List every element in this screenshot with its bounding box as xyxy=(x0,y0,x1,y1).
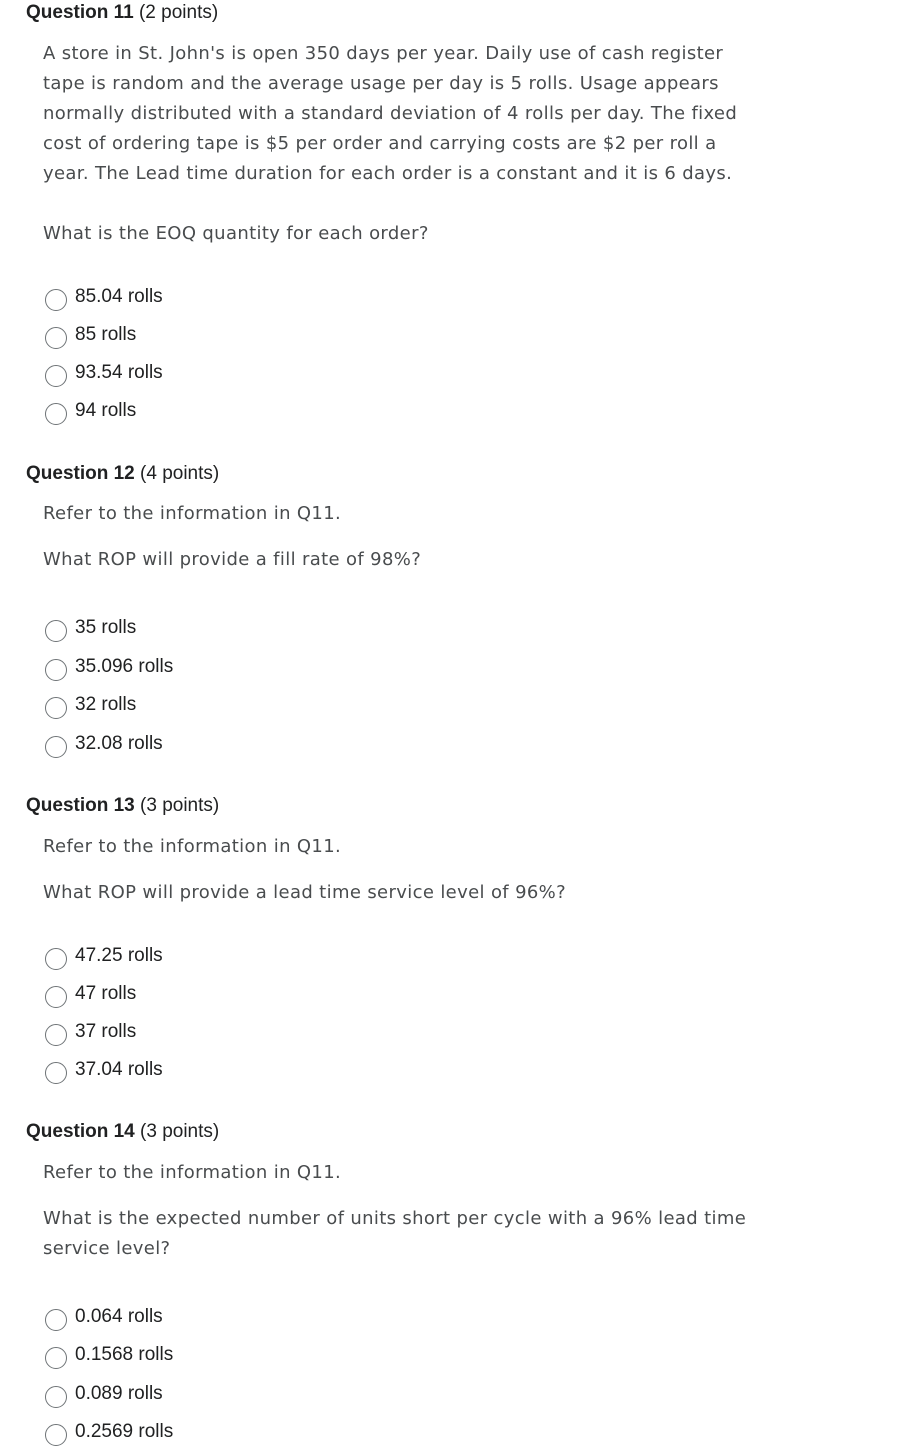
option-label[interactable]: 35.096 rolls xyxy=(75,656,174,677)
stem-line: year. The Lead time duration for each order is a constant and it is 6 days. xyxy=(43,163,733,184)
answer-option[interactable] xyxy=(45,942,163,970)
option-label[interactable]: 0.2569 rolls xyxy=(75,1421,174,1442)
answer-option[interactable] xyxy=(45,980,136,1008)
answer-option[interactable] xyxy=(45,397,136,425)
radio-button[interactable] xyxy=(45,1386,67,1408)
radio-button[interactable] xyxy=(45,620,67,642)
radio-button[interactable] xyxy=(45,1424,67,1446)
radio-button[interactable] xyxy=(45,365,67,387)
radio-button[interactable] xyxy=(45,289,67,311)
option-label[interactable]: 0.1568 rolls xyxy=(75,1344,174,1365)
question-title: Question 13 xyxy=(26,795,135,816)
answer-option[interactable] xyxy=(45,614,136,642)
question-13-header xyxy=(26,795,219,817)
option-label[interactable]: 37.04 rolls xyxy=(75,1059,163,1080)
answer-option[interactable] xyxy=(45,321,136,349)
question-title: Question 12 xyxy=(26,463,135,484)
question-11-prompt xyxy=(43,219,783,249)
stem-line: A store in St. John's is open 350 days per year. Daily use of cash register xyxy=(43,43,724,64)
prompt-line: What is the EOQ quantity for each order? xyxy=(43,223,429,244)
question-12-prompt xyxy=(43,545,783,575)
question-14-stem xyxy=(43,1158,783,1188)
question-12-stem xyxy=(43,499,783,529)
answer-option[interactable] xyxy=(45,1303,163,1331)
question-11-header xyxy=(26,2,218,24)
option-label[interactable]: 32 rolls xyxy=(75,694,137,715)
prompt-line: What ROP will provide a lead time service level of 96%? xyxy=(43,882,567,903)
radio-button[interactable] xyxy=(45,403,67,425)
question-points: (4 points) xyxy=(140,463,220,484)
question-points: (3 points) xyxy=(140,1121,220,1142)
option-label[interactable]: 85.04 rolls xyxy=(75,286,163,307)
radio-button[interactable] xyxy=(45,327,67,349)
radio-button[interactable] xyxy=(45,1024,67,1046)
answer-option[interactable] xyxy=(45,1056,163,1084)
radio-button[interactable] xyxy=(45,986,67,1008)
stem-line: Refer to the information in Q11. xyxy=(43,836,342,857)
stem-line: normally distributed with a standard deviation of 4 rolls per day. The fixed xyxy=(43,103,738,124)
stem-line: cost of ordering tape is $5 per order and carrying costs are $2 per roll a xyxy=(43,133,717,154)
stem-line: Refer to the information in Q11. xyxy=(43,1162,342,1183)
option-label[interactable]: 47.25 rolls xyxy=(75,945,163,966)
option-label[interactable]: 32.08 rolls xyxy=(75,733,163,754)
answer-option[interactable] xyxy=(45,1380,163,1408)
radio-button[interactable] xyxy=(45,1062,67,1084)
question-points: (2 points) xyxy=(138,2,219,23)
radio-button[interactable] xyxy=(45,948,67,970)
answer-option[interactable] xyxy=(45,1418,173,1446)
radio-button[interactable] xyxy=(45,1347,67,1369)
question-11-stem xyxy=(43,39,783,189)
question-title: Question 11 xyxy=(26,2,134,23)
question-14-prompt xyxy=(43,1204,783,1264)
option-label[interactable]: 85 rolls xyxy=(75,324,137,345)
answer-option[interactable] xyxy=(45,691,136,719)
question-12-header xyxy=(26,463,219,485)
question-13-stem xyxy=(43,832,783,862)
stem-line: tape is random and the average usage per day is 5 rolls. Usage appears xyxy=(43,73,719,94)
prompt-line: service level? xyxy=(43,1238,171,1259)
answer-option[interactable] xyxy=(45,1018,136,1046)
option-label[interactable]: 47 rolls xyxy=(75,983,137,1004)
prompt-line: What ROP will provide a fill rate of 98%? xyxy=(43,549,422,570)
question-title: Question 14 xyxy=(26,1121,135,1142)
option-label[interactable]: 94 rolls xyxy=(75,400,137,421)
question-points: (3 points) xyxy=(140,795,220,816)
question-13-prompt xyxy=(43,878,783,908)
option-label[interactable]: 0.089 rolls xyxy=(75,1383,163,1404)
option-label[interactable]: 0.064 rolls xyxy=(75,1306,163,1327)
radio-button[interactable] xyxy=(45,1309,67,1331)
answer-option[interactable] xyxy=(45,359,163,387)
radio-button[interactable] xyxy=(45,659,67,681)
option-label[interactable]: 93.54 rolls xyxy=(75,362,163,383)
radio-button[interactable] xyxy=(45,736,67,758)
question-14-header xyxy=(26,1121,219,1143)
radio-button[interactable] xyxy=(45,697,67,719)
answer-option[interactable] xyxy=(45,653,173,681)
option-label[interactable]: 35 rolls xyxy=(75,617,137,638)
prompt-line: What is the expected number of units short per cycle with a 96% lead time xyxy=(43,1208,747,1229)
option-label[interactable]: 37 rolls xyxy=(75,1021,137,1042)
answer-option[interactable] xyxy=(45,283,163,311)
stem-line: Refer to the information in Q11. xyxy=(43,503,342,524)
answer-option[interactable] xyxy=(45,1341,173,1369)
answer-option[interactable] xyxy=(45,730,163,758)
